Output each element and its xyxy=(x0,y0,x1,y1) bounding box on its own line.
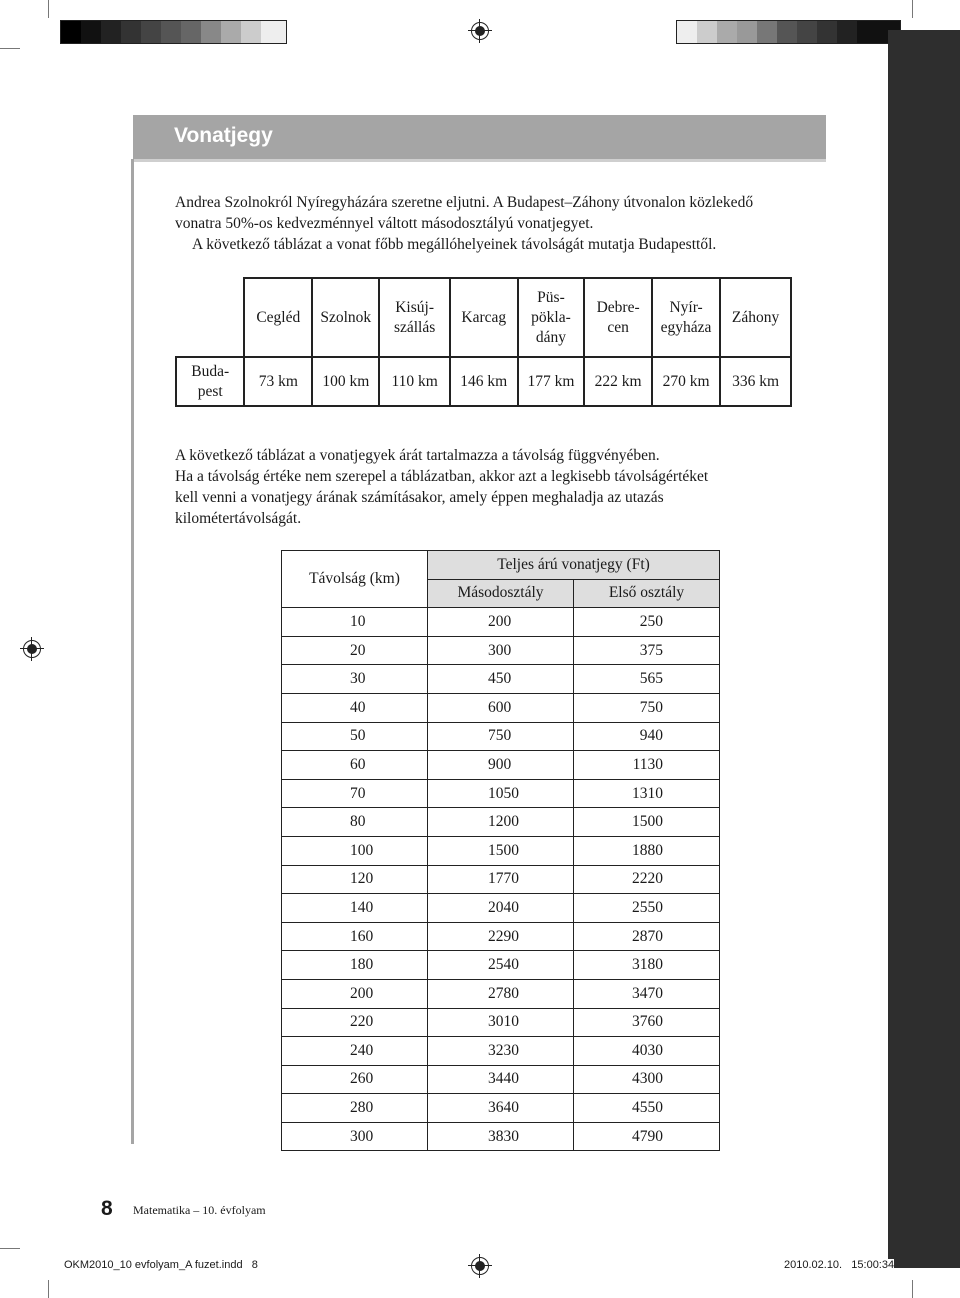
first-class-price: 1500 xyxy=(574,808,720,837)
table-row xyxy=(282,636,720,665)
color-bar-right xyxy=(676,20,901,44)
first-class-price: 4790 xyxy=(574,1122,720,1151)
distance-value: 140 xyxy=(282,894,428,923)
station-name: Karcag xyxy=(461,308,507,326)
first-class-price: 1880 xyxy=(574,836,720,865)
distance-value: 10 xyxy=(282,608,428,637)
price-table xyxy=(281,550,720,1151)
second-class-price: 900 xyxy=(428,751,574,780)
station-name: Nyír- xyxy=(669,298,703,316)
station-cell xyxy=(652,278,720,357)
crop-mark xyxy=(48,1280,49,1298)
distance-cell: 73 km xyxy=(244,357,312,406)
table-row xyxy=(282,608,720,637)
station-name: Debre- xyxy=(596,298,640,316)
distance-cell: 146 km xyxy=(450,357,518,406)
table-row xyxy=(282,979,720,1008)
distance-value: 240 xyxy=(282,1037,428,1066)
column-header-distance: Távolság (km) xyxy=(282,551,428,608)
row-label xyxy=(176,357,244,406)
registration-mark-icon xyxy=(471,1257,489,1275)
distance-value: 280 xyxy=(282,1094,428,1123)
station-name: Cegléd xyxy=(256,308,301,326)
crop-mark xyxy=(0,48,20,49)
second-class-price: 3830 xyxy=(428,1122,574,1151)
distance-value: 40 xyxy=(282,693,428,722)
first-class-price: 1130 xyxy=(574,751,720,780)
intro-line: vonatra 50%-os kedvezménnyel váltott másodosztályú vonatjegyet. xyxy=(175,215,594,232)
distance-value: 60 xyxy=(282,751,428,780)
crop-mark xyxy=(912,0,913,18)
second-class-price: 2290 xyxy=(428,922,574,951)
distance-value: 120 xyxy=(282,865,428,894)
second-class-price: 2540 xyxy=(428,951,574,980)
distance-cell: 177 km xyxy=(518,357,585,406)
table-row xyxy=(282,836,720,865)
distance-value: 50 xyxy=(282,722,428,751)
table-row xyxy=(282,1008,720,1037)
crop-mark xyxy=(912,1280,913,1298)
page-title: Vonatjegy xyxy=(174,124,273,147)
table-row xyxy=(282,779,720,808)
station-name: Záhony xyxy=(731,308,780,326)
distance-cell: 110 km xyxy=(379,357,449,406)
station-name: szállás xyxy=(393,318,436,336)
first-class-price: 3760 xyxy=(574,1008,720,1037)
first-class-price: 2220 xyxy=(574,865,720,894)
distance-value: 80 xyxy=(282,808,428,837)
distance-value: 220 xyxy=(282,1008,428,1037)
margin-rule xyxy=(131,159,134,1144)
station-cell xyxy=(244,278,312,357)
footer-datetime: 2010.02.10. 15:00:34 xyxy=(784,1259,895,1271)
distance-value: 300 xyxy=(282,1122,428,1151)
footer-file-info: OKM2010_10 evfolyam_A fuzet.indd 8 xyxy=(64,1259,258,1271)
station-cell xyxy=(450,278,518,357)
table-row xyxy=(282,665,720,694)
first-class-price: 4030 xyxy=(574,1037,720,1066)
first-class-price: 2550 xyxy=(574,894,720,923)
station-cell xyxy=(379,278,449,357)
second-class-price: 1200 xyxy=(428,808,574,837)
station-name: Kisúj- xyxy=(395,298,434,316)
second-class-price: 750 xyxy=(428,722,574,751)
first-class-price: 4300 xyxy=(574,1065,720,1094)
first-class-price: 1310 xyxy=(574,779,720,808)
explain-line: kell venni a vonatjegy árának számításakor, amely éppen meghaladja az utazás xyxy=(175,489,664,506)
distance-value: 180 xyxy=(282,951,428,980)
station-name: pökla- xyxy=(531,308,571,326)
second-class-price: 1770 xyxy=(428,865,574,894)
explanation-paragraph xyxy=(175,445,875,529)
column-header-second-class: Másodosztály xyxy=(428,579,574,608)
distance-value: 200 xyxy=(282,979,428,1008)
distance-cell: 270 km xyxy=(652,357,720,406)
intro-line: A következő táblázat a vonat főbb megállóhelyeinek távolságát mutatja Budapesttől. xyxy=(192,236,717,253)
distance-value: 20 xyxy=(282,636,428,665)
first-class-price: 940 xyxy=(574,722,720,751)
price-table-body xyxy=(282,608,720,1151)
second-class-price: 1050 xyxy=(428,779,574,808)
column-header-first-class: Első osztály xyxy=(574,579,720,608)
table-row xyxy=(282,722,720,751)
station-cell xyxy=(720,278,791,357)
page-number: 8 xyxy=(101,1197,113,1220)
first-class-price: 250 xyxy=(574,608,720,637)
distance-value: 100 xyxy=(282,836,428,865)
second-class-price: 3230 xyxy=(428,1037,574,1066)
first-class-price: 3470 xyxy=(574,979,720,1008)
column-header-group: Teljes árú vonatjegy (Ft) xyxy=(428,551,720,580)
second-class-price: 1500 xyxy=(428,836,574,865)
distance-value: 160 xyxy=(282,922,428,951)
distance-cell: 336 km xyxy=(720,357,791,406)
table-row xyxy=(282,865,720,894)
explain-line: kilométertávolságát. xyxy=(175,510,302,527)
station-name: egyháza xyxy=(660,318,712,336)
explain-line: A következő táblázat a vonatjegyek árát tartalmazza a távolság függvényében. xyxy=(175,447,660,464)
distance-value: 70 xyxy=(282,779,428,808)
row-label-line: pest xyxy=(197,382,223,400)
second-class-price: 3010 xyxy=(428,1008,574,1037)
station-cell xyxy=(518,278,585,357)
station-name: Szolnok xyxy=(320,308,372,326)
station-cell xyxy=(584,278,652,357)
table-row xyxy=(282,808,720,837)
first-class-price: 565 xyxy=(574,665,720,694)
table-row xyxy=(282,1094,720,1123)
table-row xyxy=(282,693,720,722)
first-class-price: 4550 xyxy=(574,1094,720,1123)
crop-mark xyxy=(0,1248,20,1249)
table-row xyxy=(282,1037,720,1066)
first-class-price: 750 xyxy=(574,693,720,722)
registration-mark-icon xyxy=(23,640,41,658)
station-cell xyxy=(312,278,379,357)
station-name: Püs- xyxy=(537,288,565,306)
section-header xyxy=(133,115,826,162)
table-row xyxy=(282,1122,720,1151)
distance-table xyxy=(175,277,792,407)
color-bar-left xyxy=(60,20,287,44)
second-class-price: 300 xyxy=(428,636,574,665)
second-class-price: 200 xyxy=(428,608,574,637)
station-name: cen xyxy=(607,318,629,336)
table-row xyxy=(282,751,720,780)
second-class-price: 600 xyxy=(428,693,574,722)
distance-value: 30 xyxy=(282,665,428,694)
intro-paragraph xyxy=(175,192,875,255)
table-row xyxy=(282,922,720,951)
page-edge-bar xyxy=(888,30,960,1268)
second-class-price: 3440 xyxy=(428,1065,574,1094)
crop-mark xyxy=(48,0,49,18)
station-name: dány xyxy=(535,328,567,346)
table-row xyxy=(282,951,720,980)
intro-line: Andrea Szolnokról Nyíregyházára szeretne eljutni. A Budapest–Záhony útvonalon közlekedő xyxy=(175,194,754,211)
footer-subject: Matematika – 10. évfolyam xyxy=(133,1203,266,1217)
explain-line: Ha a távolság értéke nem szerepel a táblázatban, akkor azt a legkisebb távolságértéket xyxy=(175,468,709,485)
distance-value: 260 xyxy=(282,1065,428,1094)
first-class-price: 3180 xyxy=(574,951,720,980)
second-class-price: 450 xyxy=(428,665,574,694)
second-class-price: 3640 xyxy=(428,1094,574,1123)
distance-cell: 100 km xyxy=(312,357,379,406)
row-label-line: Buda- xyxy=(191,362,230,380)
table-row xyxy=(282,894,720,923)
first-class-price: 375 xyxy=(574,636,720,665)
table-row xyxy=(282,1065,720,1094)
distance-cell: 222 km xyxy=(584,357,652,406)
second-class-price: 2780 xyxy=(428,979,574,1008)
second-class-price: 2040 xyxy=(428,894,574,923)
registration-mark-icon xyxy=(471,22,489,40)
first-class-price: 2870 xyxy=(574,922,720,951)
